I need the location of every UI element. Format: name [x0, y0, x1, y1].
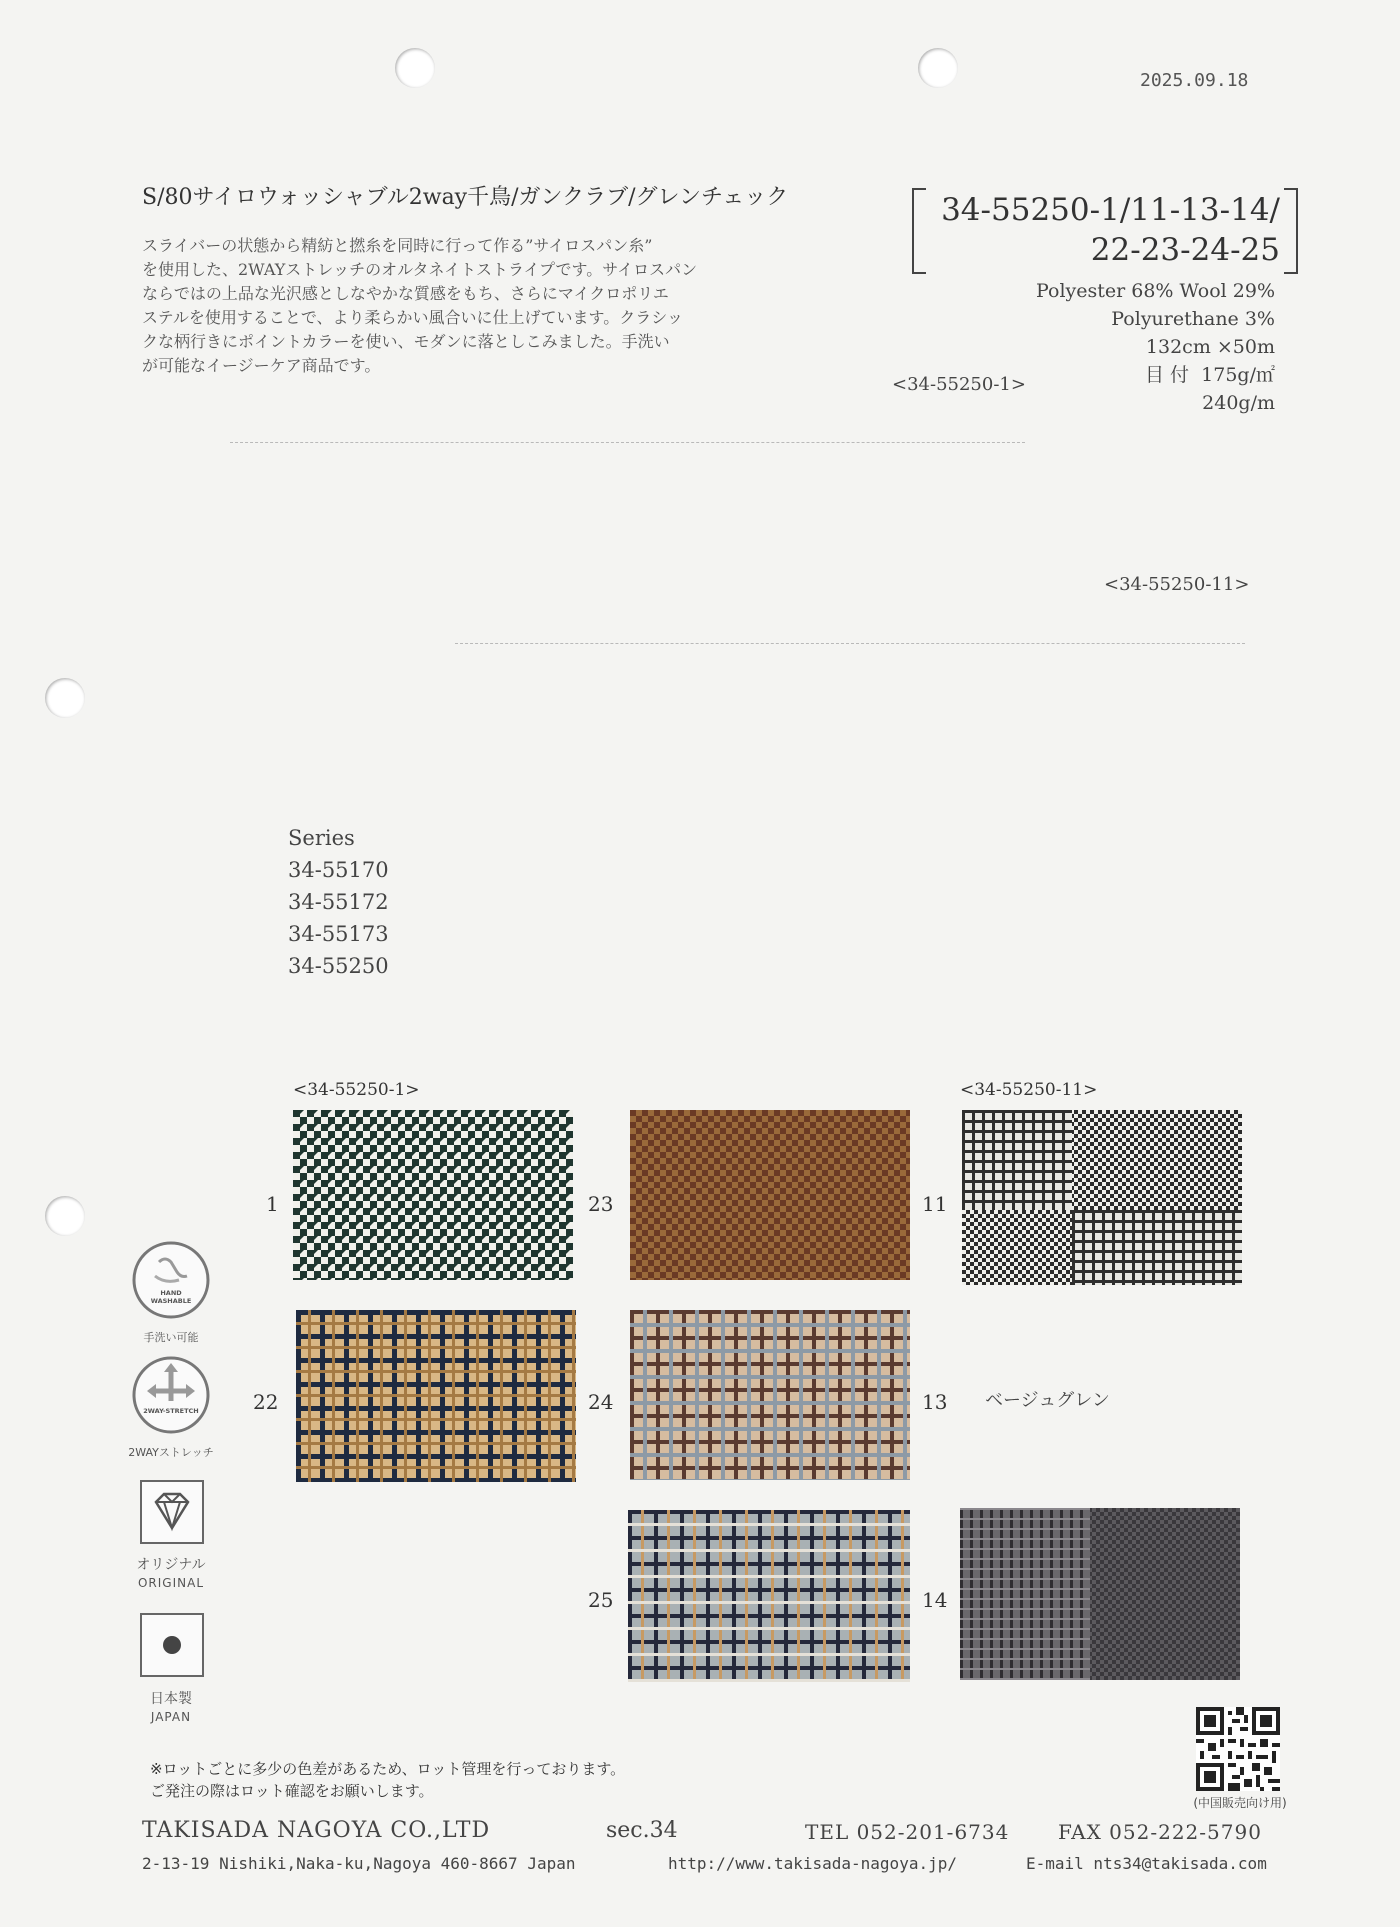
binder-hole	[918, 48, 958, 88]
series-item: 34-55170	[288, 858, 389, 882]
date: 2025.09.18	[1140, 70, 1249, 91]
binder-hole	[45, 1196, 85, 1236]
divider	[230, 442, 1025, 443]
composition-2: Polyurethane 3%	[1111, 308, 1275, 330]
article-code: 34-55250-1/11-13-14/ 22-23-24-25	[941, 192, 1280, 268]
fax: FAX 052-222-5790	[1058, 1820, 1262, 1844]
series-list	[288, 822, 389, 982]
swatch-number: 1	[266, 1192, 279, 1216]
description: スライバーの状態から精紡と撚糸を同時に行って作る”サイロスパン糸” を使用した、2WAYストレッチのオルタネイトストライプです。サイロスパン ならではの上品な光沢感としなやかな質感をもち、さらにマイクロポリエ ステルを使用することで、より柔らかい風合いに仕上げています。クラシッ クな柄行きにポイントカラーを使い、モダンに落としこみました。手洗い が可能なイージーケア商品です。	[142, 236, 698, 375]
swatch-number: 24	[588, 1390, 614, 1414]
divider	[455, 643, 1245, 644]
svg-text:HAND: HAND	[160, 1289, 182, 1297]
svg-text:WASHABLE: WASHABLE	[150, 1297, 192, 1305]
bracket-right	[1284, 188, 1298, 274]
series-item: 34-55173	[288, 922, 389, 946]
swatch-group-label: <34-55250-1>	[293, 1080, 420, 1100]
fabric-swatch-14[interactable]	[960, 1508, 1240, 1680]
address: 2-13-19 Nishiki,Naka-ku,Nagoya 460-8667 Japan	[142, 1854, 576, 1873]
series-item: 34-55250	[288, 954, 389, 978]
swatch-group-label: <34-55250-11>	[960, 1080, 1098, 1100]
swatch-number: 22	[253, 1390, 279, 1414]
fabric-swatch-23[interactable]	[630, 1110, 910, 1280]
spec-block	[880, 277, 1275, 417]
japan-caption: 日本製 JAPAN	[150, 1691, 192, 1724]
qr-code[interactable]	[1196, 1707, 1280, 1791]
series-item: 34-55172	[288, 890, 389, 914]
swatch-number: 25	[588, 1588, 614, 1612]
binder-hole	[395, 48, 435, 88]
section-code: sec.34	[606, 1818, 678, 1843]
email-link[interactable]: E-mail nts34@takisada.com	[1026, 1854, 1267, 1873]
fabric-swatch-1[interactable]	[293, 1110, 573, 1280]
series-label: Series	[288, 826, 355, 850]
sub-code-label: <34-55250-1>	[892, 374, 1026, 395]
sub-code-label: <34-55250-11>	[1104, 574, 1250, 595]
width-length: 132cm ×50m	[1145, 336, 1275, 358]
svg-text:2WAY-STRETCH: 2WAY-STRETCH	[143, 1407, 199, 1415]
fabric-swatch-24[interactable]	[630, 1310, 910, 1480]
swatch-number: 23	[588, 1192, 614, 1216]
fabric-swatch-11[interactable]	[962, 1110, 1242, 1285]
swatch-number: 11	[922, 1192, 948, 1216]
telephone: TEL 052-201-6734	[805, 1820, 1010, 1844]
original-caption: オリジナル ORIGINAL	[136, 1557, 206, 1590]
website-link[interactable]: http://www.takisada-nagoya.jp/	[668, 1854, 957, 1873]
binder-hole	[45, 678, 85, 718]
qr-caption: (中国販売向け用)	[1193, 1796, 1287, 1810]
stretch-caption: 2WAYストレッチ	[128, 1446, 214, 1459]
hand-washable-icon	[131, 1240, 211, 1320]
swatch-number: 13	[922, 1390, 948, 1414]
fabric-swatch-22[interactable]	[296, 1310, 576, 1482]
weight-gsm: 目 付 175g/㎡	[1145, 364, 1275, 386]
bracket-left	[912, 188, 926, 274]
swatch-13-note: ベージュグレン	[985, 1390, 1110, 1411]
weight-gm: 240g/m	[1202, 392, 1275, 414]
diamond-icon	[140, 1480, 204, 1544]
company-name: TAKISADA NAGOYA CO.,LTD	[142, 1818, 491, 1843]
composition: Polyester 68% Wool 29%	[1036, 280, 1275, 302]
lot-notes: ※ロットごとに多少の色差があるため、ロット管理を行っております。 ご発注の際はロット確認をお願いします。	[150, 1760, 626, 1800]
swatch-number: 14	[922, 1588, 948, 1612]
japan-flag-icon	[140, 1613, 204, 1677]
product-title: S/80サイロウォッシャブル2way千鳥/ガンクラブ/グレンチェック	[142, 185, 789, 210]
fabric-swatch-25[interactable]	[628, 1510, 910, 1682]
stretch-icon	[131, 1355, 211, 1435]
hand-washable-caption: 手洗い可能	[143, 1331, 199, 1344]
